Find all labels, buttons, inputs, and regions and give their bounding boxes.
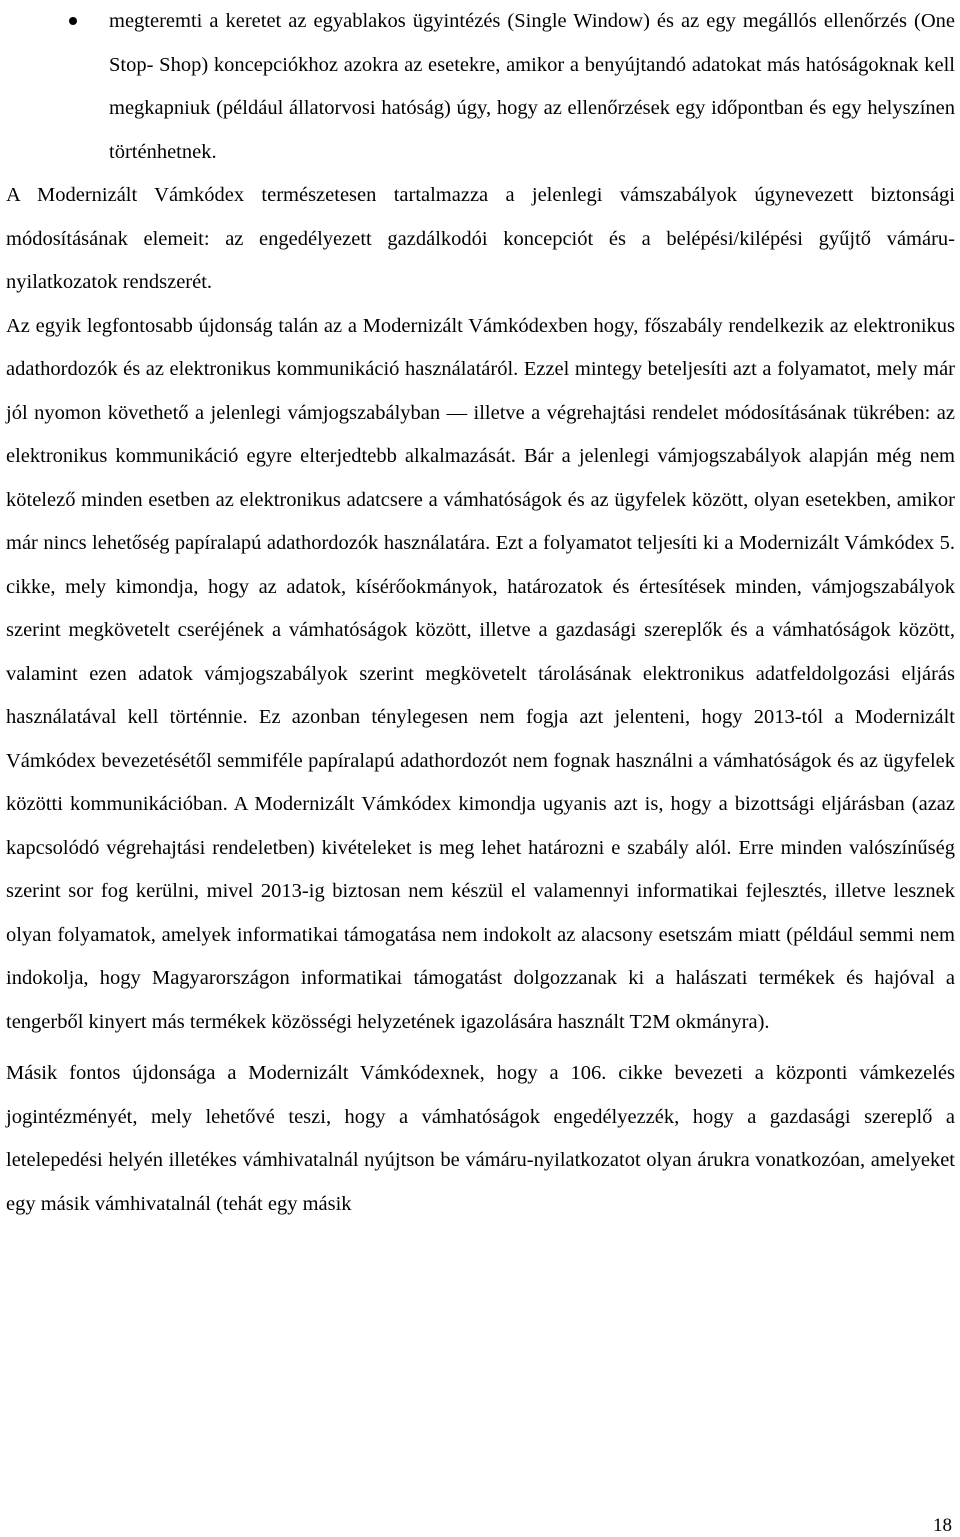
paragraph-central-clearance: Másik fontos újdonsága a Modernizált Vámkódexnek, hogy a 106. cikke bevezeti a központi vámkezelés jogintézményét, mely lehetővé teszi, hogy a vámhatóságok engedélyezzék, hogy a gazdasági szereplő a letelepedési helyén illetékes vámhivatalnál nyújtson be vámáru-nyilatkozatot olyan árukra vonatkozóan, amelyeket egy másik vámhivatalnál (tehát egy másik: [6, 1062, 955, 1215]
page-number: 18: [933, 1515, 952, 1536]
bullet-text: megteremti a keretet az egyablakos ügyintézés (Single Window) és az egy megállós ellenőrzés (One Stop- Shop) koncepciókhoz azokra az esetekre, amikor a benyújtandó adatokat más hatóságoknak kell megkapniuk (például állatorvosi hatóság) úgy, hogy az ellenőrzések egy időpontban és egy helyszínen történhetnek.: [109, 10, 955, 163]
page-content: [6, 0, 955, 1226]
paragraph-electronic-communication: Az egyik legfontosabb újdonság talán az a Modernizált Vámkódexben hogy, főszabály rendelkezik az elektronikus adathordozók és az elektronikus kommunikáció használatáról. Ezzel mintegy beteljesíti azt a folyamatot, mely már jól nyomon követhető a jelenlegi vámjogszabályban ― illetve a végrehajtási rendelet módosításának tükrében: az elektronikus kommunikáció egyre elterjedtebb alkalmazását. Bár a jelenlegi vámjogszabályok alapján még nem kötelező minden esetben az elektronikus adatcsere a vámhatóságok és az ügyfelek között, olyan esetekben, amikor már nincs lehetőség papíralapú adathordozók használatára. Ezt a folyamatot teljesíti ki a Modernizált Vámkódex 5. cikke, mely kimondja, hogy az adatok, kísérőokmányok, határozatok és értesítések minden, vámjogszabályok szerint megkövetelt cseréjének a vámhatóságok között, illetve a gazdasági szereplők és a vámhatóságok között, valamint ezen adatok vámjogszabályok szerint megkövetelt tárolásának elektronikus adatfeldolgozási eljárás használatával kell történnie. Ez azonban ténylegesen nem fogja azt jelenteni, hogy 2013-tól a Modernizált Vámkódex bevezetésétől semmiféle papíralapú adathordozót nem fognak használni a vámhatóságok és az ügyfelek közötti kommunikációban. A Modernizált Vámkódex kimondja ugyanis azt is, hogy a bizottsági eljárásban (azaz kapcsolódó végrehajtási rendeletben) kivételeket is meg lehet határozni e szabály alól. Erre minden valószínűség szerint sor fog kerülni, mivel 2013-ig biztosan nem készül el valamennyi informatikai fejlesztés, illetve lesznek olyan folyamatok, amelyek informatikai támogatása nem indokolt az alacsony esetszám miatt (például semmi nem indokolja, hogy Magyarországon informatikai támogatást dolgozzanak ki a halászati termékek és hajóval a tengerből kinyert más termékek közösségi helyzetének igazolására használt T2M okmányra).: [6, 314, 955, 1033]
bullet-icon: [69, 17, 77, 25]
bullet-list-item: [6, 0, 955, 174]
paragraph-security-amendments: A Modernizált Vámkódex természetesen tartalmazza a jelenlegi vámszabályok úgynevezett biztonsági módosításának elemeit: az engedélyezett gazdálkodói koncepciót és a belépési/kilépési gyűjtő vámáru-nyilatkozatok rendszerét.: [6, 184, 955, 293]
